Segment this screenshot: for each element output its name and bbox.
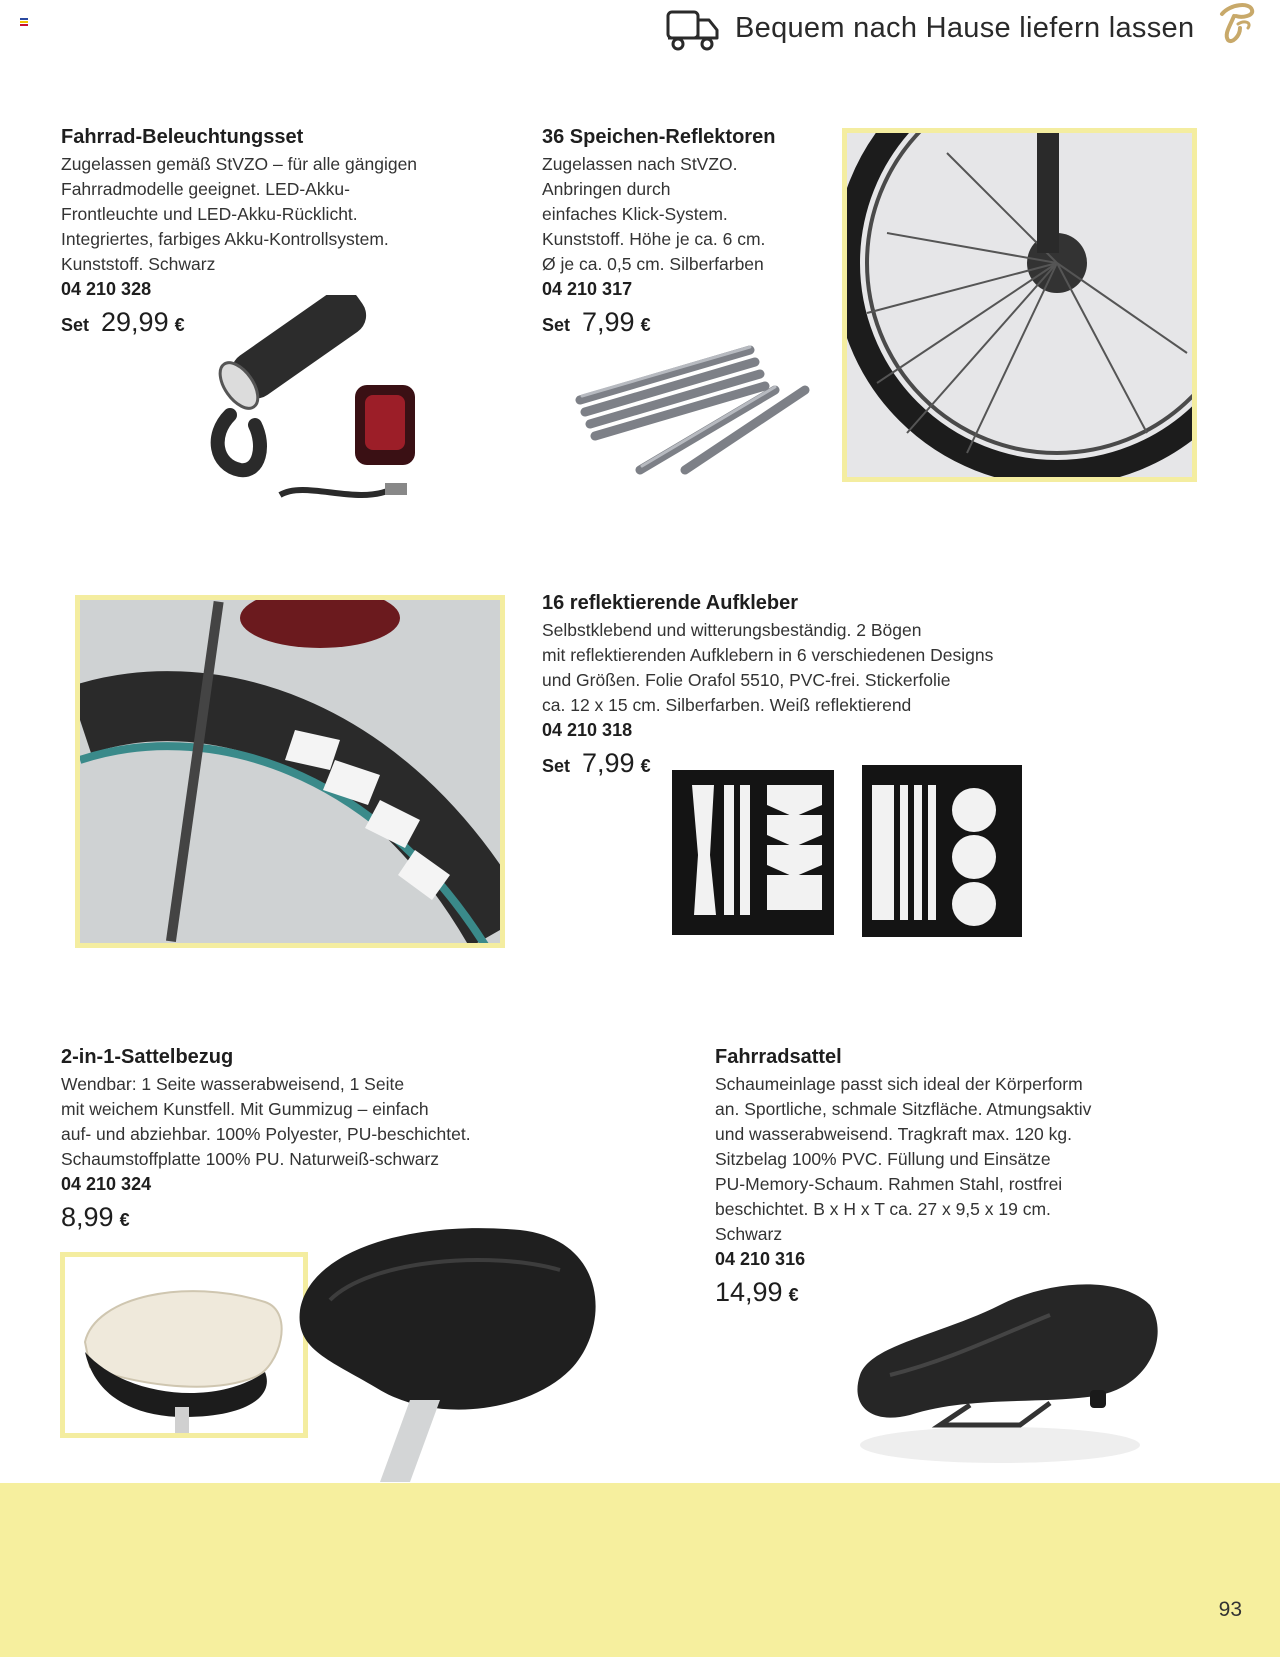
spoke-reflectors-image: [560, 330, 810, 480]
product-title: 16 reflektierende Aufkleber: [542, 592, 799, 614]
product-description: Schaumeinlage passt sich ideal der Körperform an. Sportliche, schmale Sitzfläche. Atmungsaktiv und wasserabweisend. Tragkraft max. 120 kg. Sitzbelag 100% PVC. Füllung und Einsätze PU-Memory-Schaum. Rahmen Stahl, rostfrei beschichtet. B x H x T ca. 27 x 9,5 x 19 cm. Schwarz: [715, 1074, 1092, 1244]
truck-icon: [665, 6, 721, 52]
product-price: Set 7,99 €: [542, 307, 651, 337]
product-title: Fahrrad-Beleuchtungsset: [61, 126, 304, 148]
delivery-text: Bequem nach Hause liefern lassen: [735, 12, 1195, 44]
product-sku: 04 210 318: [542, 720, 633, 740]
bike-wheel-spokes-image: [842, 128, 1197, 482]
bicycle-saddle-image: [850, 1265, 1170, 1480]
reflective-sticker-sheets-image: [672, 765, 1024, 940]
product-description: Wendbar: 1 Seite wasserabweisend, 1 Seite mit weichem Kunstfell. Mit Gummizug – einfach auf- und abziehbar. 100% Polyester, PU-beschichtet. Schaumstoffplatte 100% PU. Naturweiß-schwarz: [61, 1074, 471, 1169]
page-number: 93: [1218, 1598, 1242, 1621]
bike-light-set-image: [205, 295, 455, 535]
tchibo-logo-icon: [1212, 0, 1258, 46]
product-price: 8,99 €: [61, 1202, 130, 1232]
product-price: Set 7,99 €: [542, 748, 651, 778]
bike-fender-stickers-image: [75, 595, 505, 948]
product-title: Fahrradsattel: [715, 1046, 842, 1068]
saddle-cover-black-side-image: [290, 1210, 610, 1482]
product-sku: 04 210 317: [542, 279, 633, 299]
product-sku: 04 210 324: [61, 1174, 152, 1194]
product-price: Set 29,99 €: [61, 307, 185, 337]
product-sku: 04 210 316: [715, 1249, 806, 1269]
product-description: Zugelassen gemäß StVZO – für alle gängigen Fahrradmodelle geeignet. LED-Akku- Frontleuchte und LED-Akku-Rücklicht. Integriertes, farbiges Akku-Kontrollsystem. Kunststoff. Schwarz: [61, 154, 418, 274]
product-speichen-reflektoren: [542, 125, 842, 338]
footer-band: [0, 1483, 1280, 1657]
product-title: 36 Speichen-Reflektoren: [542, 126, 776, 148]
product-sku: 04 210 328: [61, 279, 152, 299]
product-price: 14,99 €: [715, 1277, 799, 1307]
flag-icon: [20, 18, 28, 26]
product-sattelbezug: [61, 1045, 581, 1233]
product-reflektierende-aufkleber: [542, 591, 1062, 779]
product-description: Selbstklebend und witterungsbeständig. 2 Bögen mit reflektierenden Aufklebern in 6 verschiedenen Designs und Größen. Folie Orafol 5510, PVC-frei. Stickerfolie ca. 12 x 15 cm. Silberfarben. Weiß reflektierend: [542, 620, 994, 715]
product-description: Zugelassen nach StVZO. Anbringen durch einfaches Klick-System. Kunststoff. Höhe je ca. 6 cm. Ø je ca. 0,5 cm. Silberfarben: [542, 154, 766, 274]
product-title: 2-in-1-Sattelbezug: [61, 1046, 234, 1068]
saddle-cover-fur-side-image: [60, 1252, 308, 1438]
